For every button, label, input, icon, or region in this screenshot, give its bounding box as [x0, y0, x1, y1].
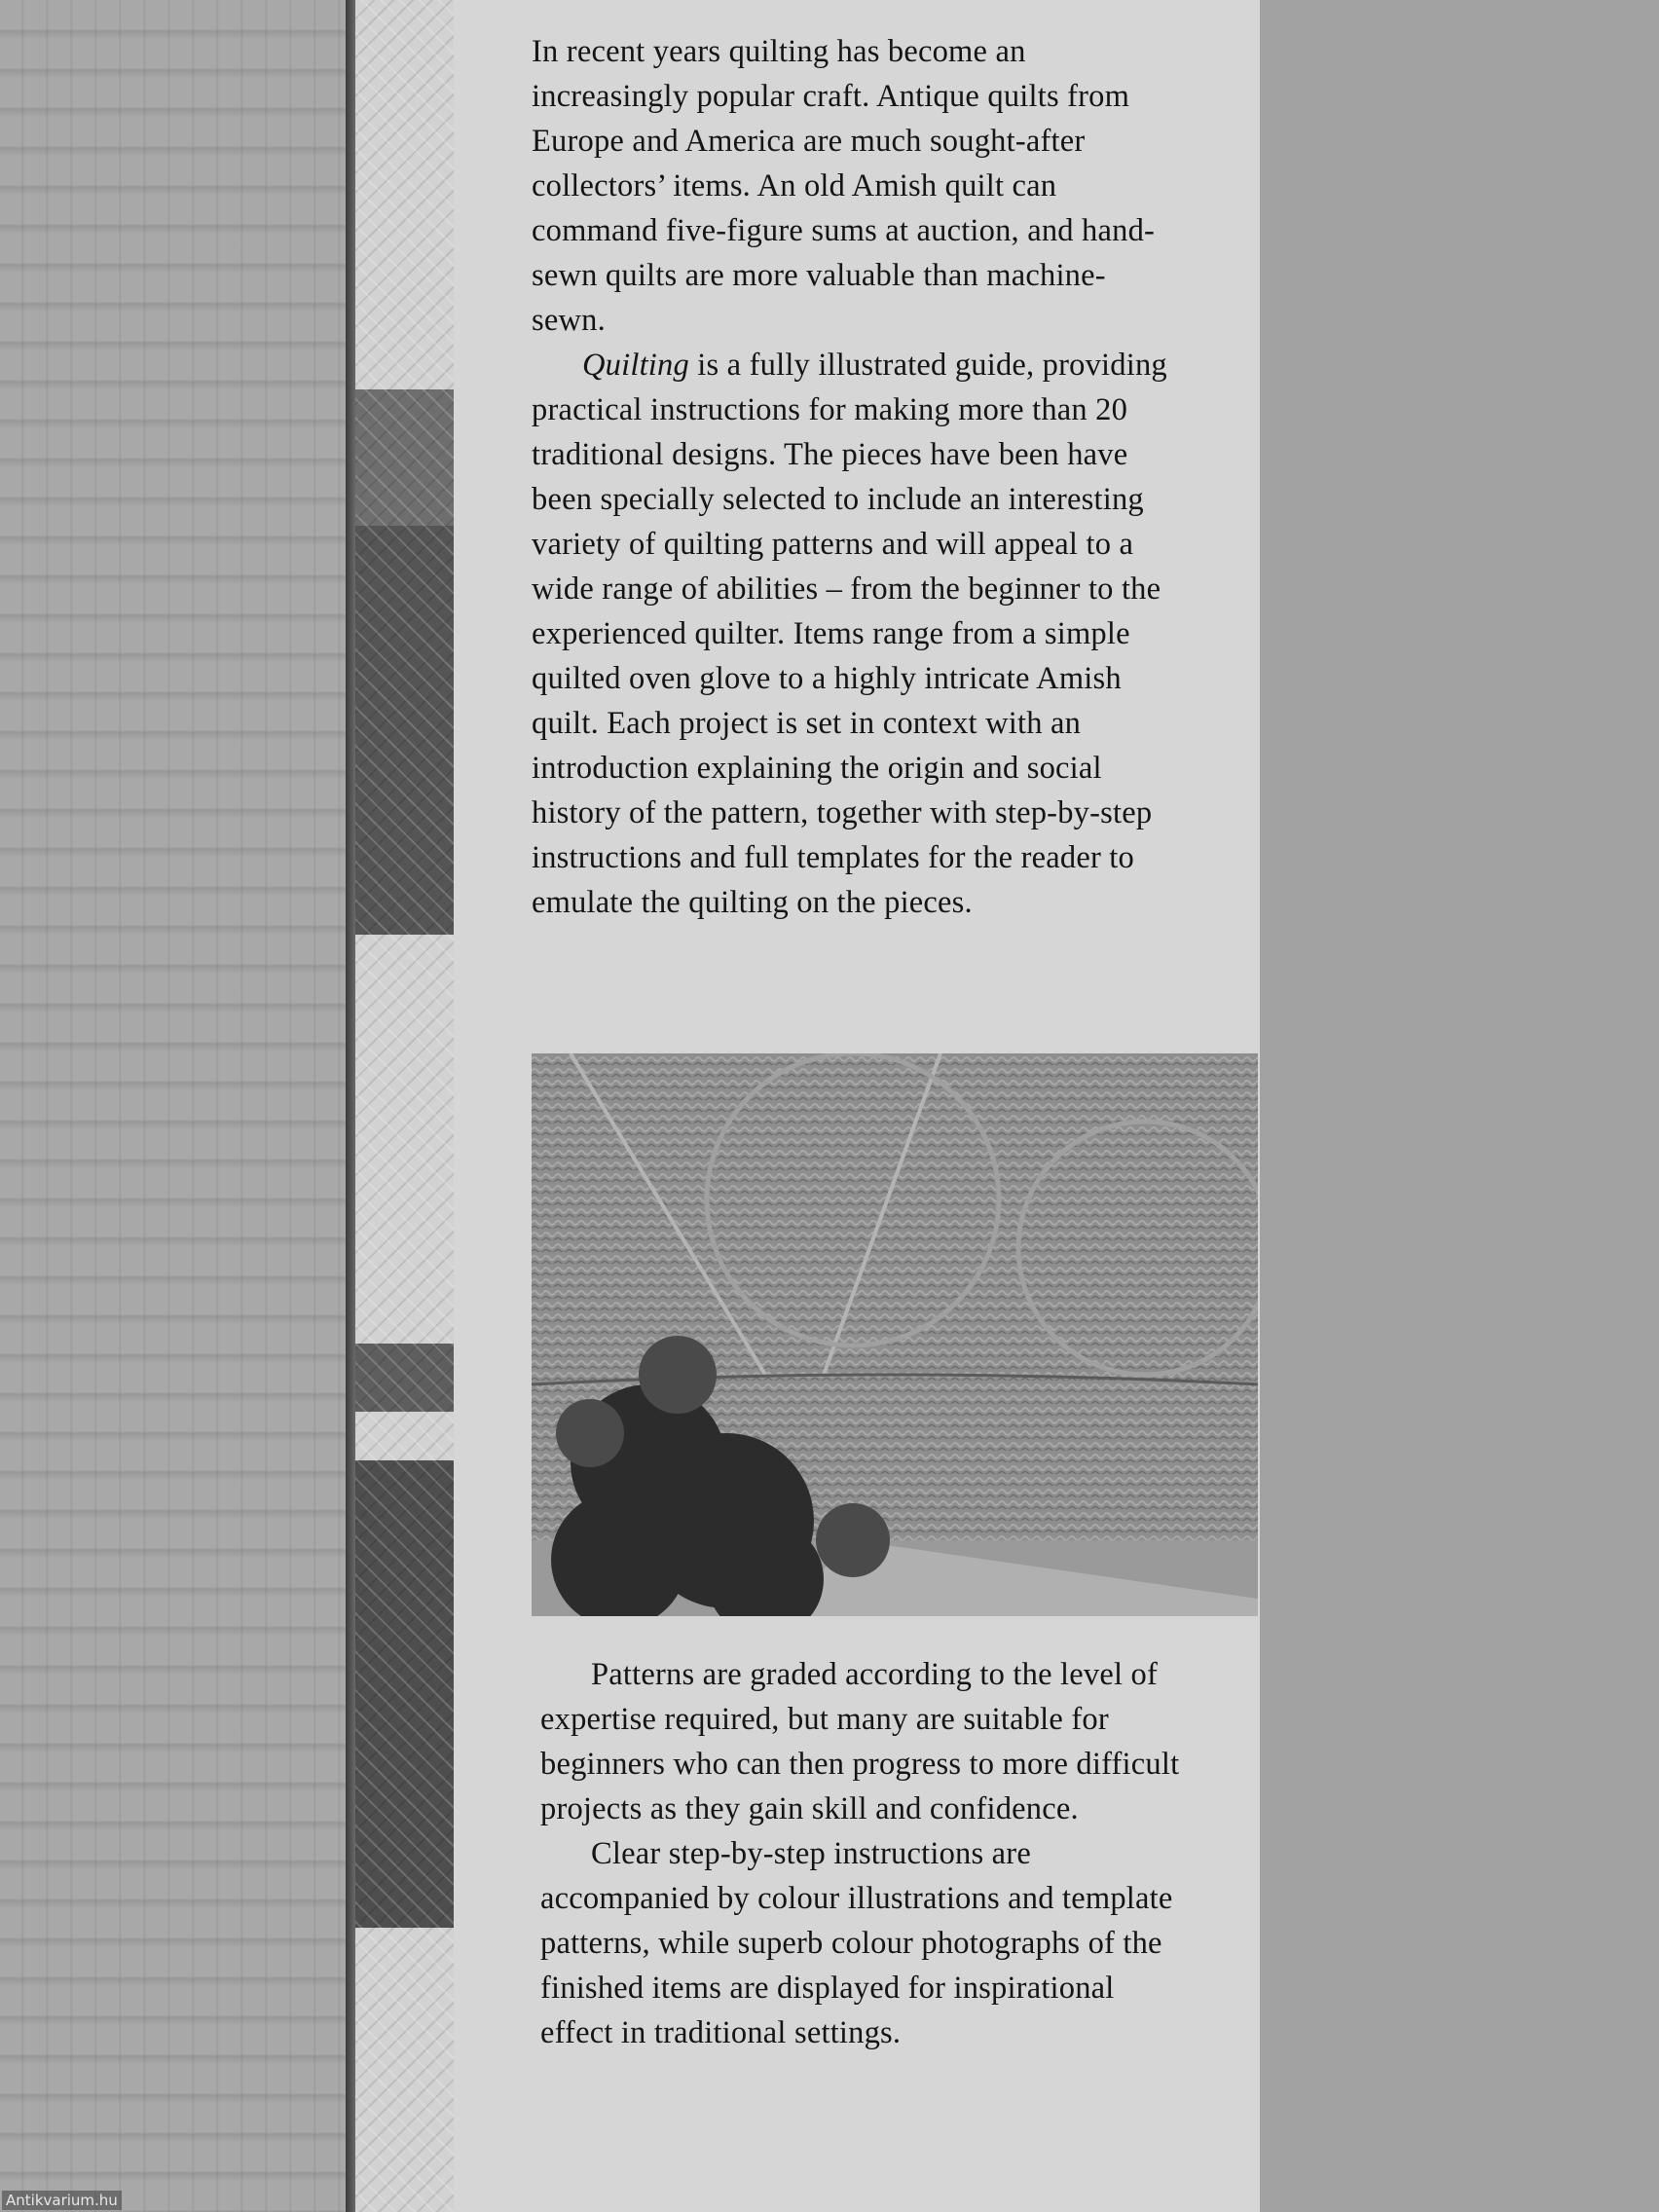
quilt-spine-strip	[355, 0, 458, 2212]
watermark-text: Antikvarium.hu	[2, 2191, 122, 2210]
text-column-lower	[540, 1652, 1183, 2055]
book-edge	[346, 0, 355, 2212]
paragraph-instructions: Clear step-by-step instructions are accompanied by colour illustrations and template patterns, while superb colour photographs of the finished items are displayed for inspirational effect in traditional settings.	[540, 1836, 1173, 2050]
paragraph-intro: In recent years quilting has become an increasingly popular craft. Antique quilts from Europe and America are much sought-after collectors’ items. An old Amish quilt can command five-figure sums at auction, and hand-sewn quilts are more valuable than machine-sewn.	[532, 34, 1156, 338]
paragraph-guide	[532, 343, 1174, 925]
paragraph-grading: Patterns are graded according to the level of expertise required, but many are suitable for beginners who can then progress to more difficult projects as they gain skill and confidence.	[540, 1657, 1180, 1826]
background-right	[1256, 0, 1659, 2212]
quilt-photo	[532, 1053, 1258, 1616]
text-column-upper	[532, 29, 1174, 925]
book-title: Quilting	[582, 348, 689, 383]
wood-surface	[0, 0, 352, 2212]
quilt-photo-image	[532, 1053, 1258, 1616]
paragraph-guide-text: is a fully illustrated guide, providing practical instructions for making more than 20 traditional designs. The pieces have been have been specially selected to include an interesting variety of quilting patterns and will appeal to a wide range of abilities – from the beginner to the experienced quilter. Items range from a simple quilted oven glove to a highly intricate Amish quilt. Each project is set in context with an introduction explaining the origin and social history of the pattern, together with step-by-step instructions and full templates for the reader to emulate the quilting on the pieces.	[532, 348, 1167, 920]
